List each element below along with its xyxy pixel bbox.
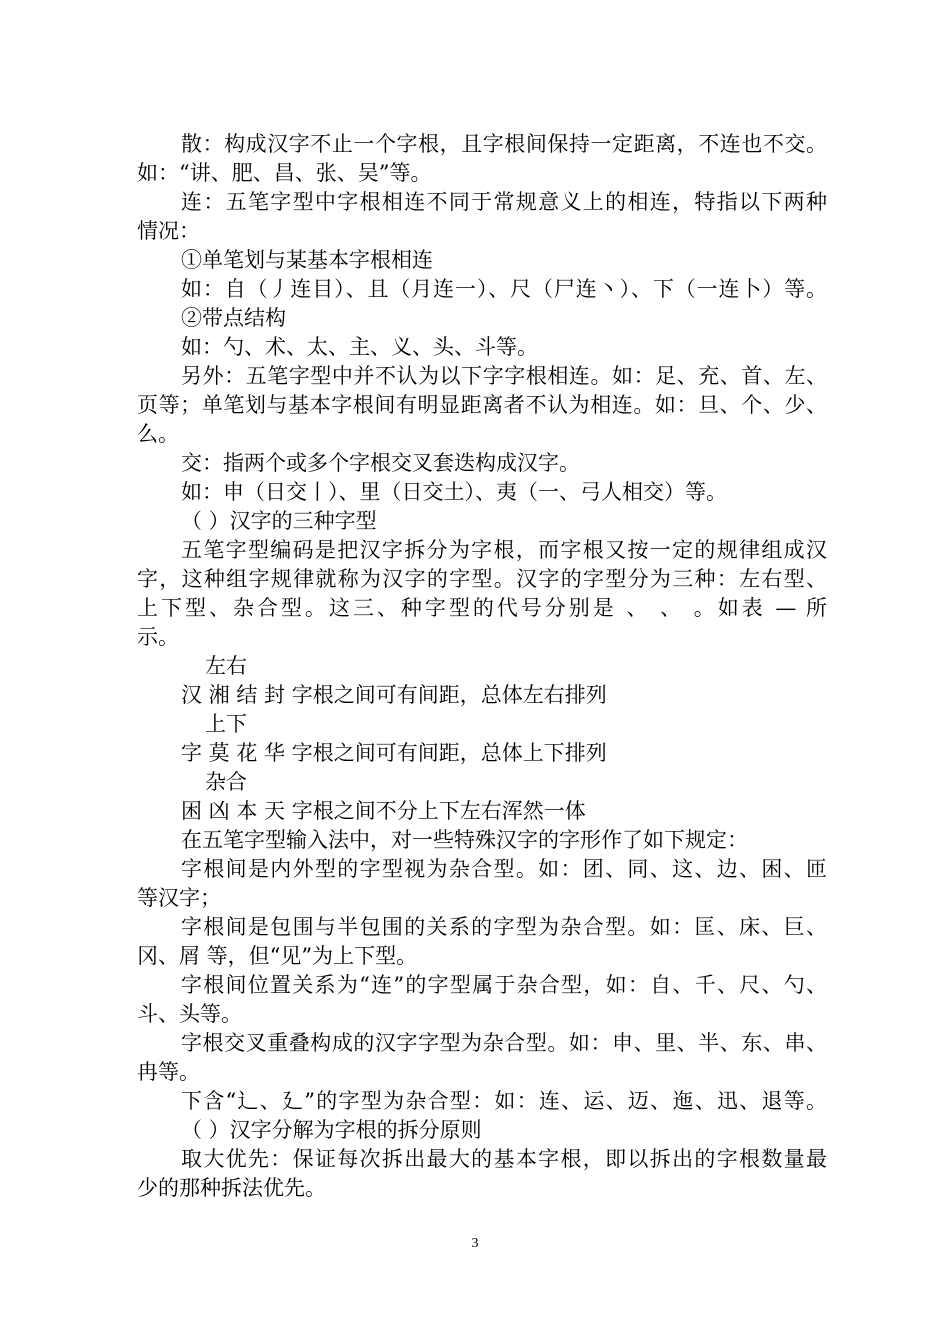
text-line: 上下型、杂合型。这三、种字型的代号分别是 、 、 。如表 — 所 bbox=[137, 596, 827, 620]
text-line: 如：申（日交丨）、里（日交土）、夷（一、弓人相交）等。 bbox=[181, 480, 727, 504]
text-line: 字根间是内外型的字型视为杂合型。如：团、同、这、边、困、匝 bbox=[181, 857, 827, 881]
text-line: 冈、屑 等，但“见”为上下型。 bbox=[137, 944, 418, 968]
text-line: 少的那种拆法优先。 bbox=[137, 1176, 326, 1200]
text-line: 示。 bbox=[137, 625, 179, 649]
page-number: 3 bbox=[471, 1236, 479, 1251]
table-row: 困 凶 本 天 字根之间不分上下左右浑然一体 bbox=[181, 799, 586, 823]
text-line: 字根间位置关系为“连”的字型属于杂合型，如：自、千、尺、勺、 bbox=[181, 973, 827, 997]
text-line: ①单笔划与某基本字根相连 bbox=[181, 248, 433, 272]
text-line: 情况： bbox=[137, 219, 200, 243]
text-line: 如：自（丿连目）、且（月连一）、尺（尸连丶）、下（一连卜）等。 bbox=[181, 277, 827, 301]
table-row-label: 杂合 bbox=[205, 770, 247, 794]
table-row-label: 左右 bbox=[205, 654, 247, 678]
text-line: 字，这种组字规律就称为汉字的字型。汉字的字型分为三种：左右型、 bbox=[137, 567, 827, 591]
text-line: 散：构成汉字不止一个字根，且字根间保持一定距离，不连也不交。 bbox=[181, 132, 827, 156]
text-line: 斗、头等。 bbox=[137, 1002, 242, 1026]
section-heading: （ ）汉字分解为字根的拆分原则 bbox=[181, 1118, 482, 1142]
text-line: ②带点结构 bbox=[181, 306, 286, 330]
text-line: 么。 bbox=[137, 422, 179, 446]
text-line: 如：勺、术、太、主、义、头、斗等。 bbox=[181, 335, 538, 359]
section-heading: （ ）汉字的三种字型 bbox=[181, 509, 377, 533]
text-line: 冉等。 bbox=[137, 1060, 200, 1084]
table-row: 汉 湘 结 封 字根之间可有间距，总体左右排列 bbox=[181, 683, 607, 707]
text-line: 交：指两个或多个字根交叉套迭构成汉字。 bbox=[181, 451, 580, 475]
text-line: 连：五笔字型中字根相连不同于常规意义上的相连，特指以下两种 bbox=[181, 190, 827, 214]
text-line: 字根间是包围与半包围的关系的字型为杂合型。如：匡、床、巨、 bbox=[181, 915, 827, 939]
text-line: 下含“辶、廴”的字型为杂合型：如：连、运、迈、迤、迅、退等。 bbox=[181, 1089, 827, 1113]
text-line: 字根交叉重叠构成的汉字字型为杂合型。如：申、里、半、东、串、 bbox=[181, 1031, 827, 1055]
table-row: 字 莫 花 华 字根之间可有间距，总体上下排列 bbox=[181, 741, 607, 765]
text-line: 五笔字型编码是把汉字拆分为字根，而字根又按一定的规律组成汉 bbox=[181, 538, 827, 562]
text-line: 如：“讲、肥、昌、张、吴”等。 bbox=[137, 161, 432, 185]
text-line: 在五笔字型输入法中，对一些特殊汉字的字形作了如下规定： bbox=[181, 828, 748, 852]
text-line: 页等；单笔划与基本字根间有明显距离者不认为相连。如：旦、个、少、 bbox=[137, 393, 827, 417]
text-line: 另外：五笔字型中并不认为以下字字根相连。如：足、充、首、左、 bbox=[181, 364, 827, 388]
text-line: 取大优先：保证每次拆出最大的基本字根，即以拆出的字根数量最 bbox=[181, 1147, 827, 1171]
text-line: 等汉字； bbox=[137, 886, 221, 910]
table-row-label: 上下 bbox=[205, 712, 247, 736]
